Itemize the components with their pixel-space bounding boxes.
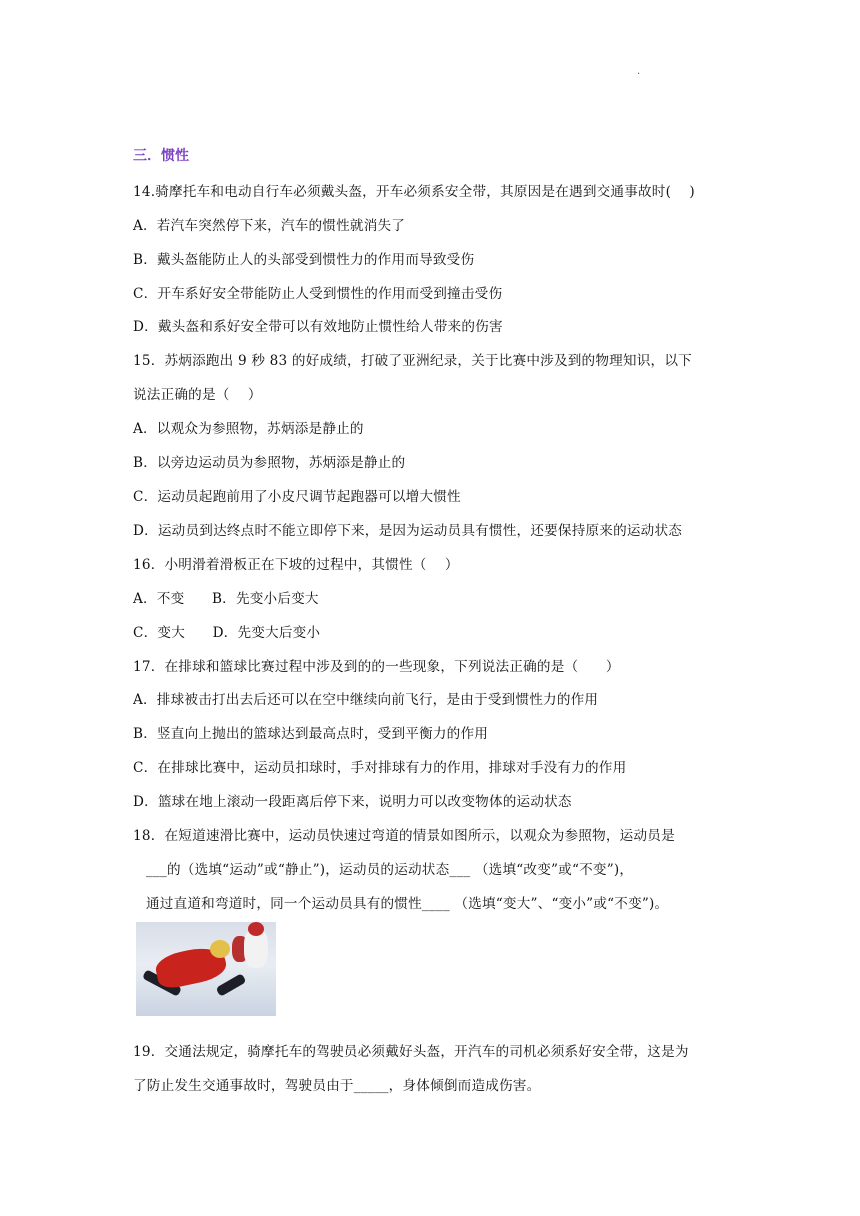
question-18-stem-line1: 18．在短道速滑比赛中，运动员快速过弯道的情景如图所示，以观众为参照物，运动员是 xyxy=(133,828,675,844)
question-15-option-c: C．运动员起跑前用了小皮尺调节起跑器可以增大惯性 xyxy=(133,489,461,505)
question-16-options-cd: C．变大 D．先变大后变小 xyxy=(133,625,321,641)
question-17-option-a: A．排球被击打出去后还可以在空中继续向前飞行，是由于受到惯性力的作用 xyxy=(133,692,599,708)
question-15-option-b: B．以旁边运动员为参照物，苏炳添是静止的 xyxy=(133,455,406,471)
question-19-stem-line2: 了防止发生交通事故时，驾驶员由于_____，身体倾倒而造成伤害。 xyxy=(133,1078,541,1094)
question-19-stem-line1: 19．交通法规定，骑摩托车的驾驶员必须戴好头盔，开汽车的司机必须系好安全带，这是为 xyxy=(133,1044,689,1060)
question-18-stem-line2: ___的（选填“运动”或“静止”)，运动员的运动状态___ （选填“改变”或“不变”)， xyxy=(146,862,634,878)
speed-skating-photo xyxy=(136,922,276,1016)
question-14-option-d: D．戴头盔和系好安全带可以有效地防止惯性给人带来的伤害 xyxy=(133,319,503,335)
question-14-stem: 14.骑摩托车和电动自行车必须戴头盔，开车必须系安全带，其原因是在遇到交通事故时( ) xyxy=(133,184,695,200)
question-15-option-a: A．以观众为参照物，苏炳添是静止的 xyxy=(133,421,364,437)
header-dot: . xyxy=(637,66,641,77)
question-15-option-d: D．运动员到达终点时不能立即停下来，是因为运动员具有惯性，还要保持原来的运动状态 xyxy=(133,523,683,539)
question-17-stem: 17．在排球和篮球比赛过程中涉及到的的一些现象，下列说法正确的是（ ） xyxy=(133,659,620,675)
question-15-stem-line2: 说法正确的是（ ） xyxy=(133,387,262,403)
question-14-option-a: A．若汽车突然停下来，汽车的惯性就消失了 xyxy=(133,218,406,234)
question-17-option-b: B．竖直向上抛出的篮球达到最高点时，受到平衡力的作用 xyxy=(133,726,489,742)
question-18-stem-line3: 通过直道和弯道时，同一个运动员具有的惯性____ （选填“变大”、“变小”或“不变”)。 xyxy=(146,896,669,912)
question-16-options-ab: A．不变 B．先变小后变大 xyxy=(133,591,319,607)
question-14-option-c: C．开车系好安全带能防止人受到惯性的作用而受到撞击受伤 xyxy=(133,286,503,302)
question-16-stem: 16．小明滑着滑板正在下坡的过程中，其惯性（ ） xyxy=(133,557,459,573)
question-17-option-d: D．篮球在地上滚动一段距离后停下来，说明力可以改变物体的运动状态 xyxy=(133,794,572,810)
question-14-option-b: B．戴头盔能防止人的头部受到惯性力的作用而导致受伤 xyxy=(133,252,475,268)
question-17-option-c: C．在排球比赛中，运动员扣球时，手对排球有力的作用，排球对手没有力的作用 xyxy=(133,760,627,776)
section-title: 三．惯性 xyxy=(133,148,189,164)
question-15-stem-line1: 15．苏炳添跑出 9 秒 83 的好成绩，打破了亚洲纪录，关于比赛中涉及到的物理知识，以下 xyxy=(133,353,692,369)
